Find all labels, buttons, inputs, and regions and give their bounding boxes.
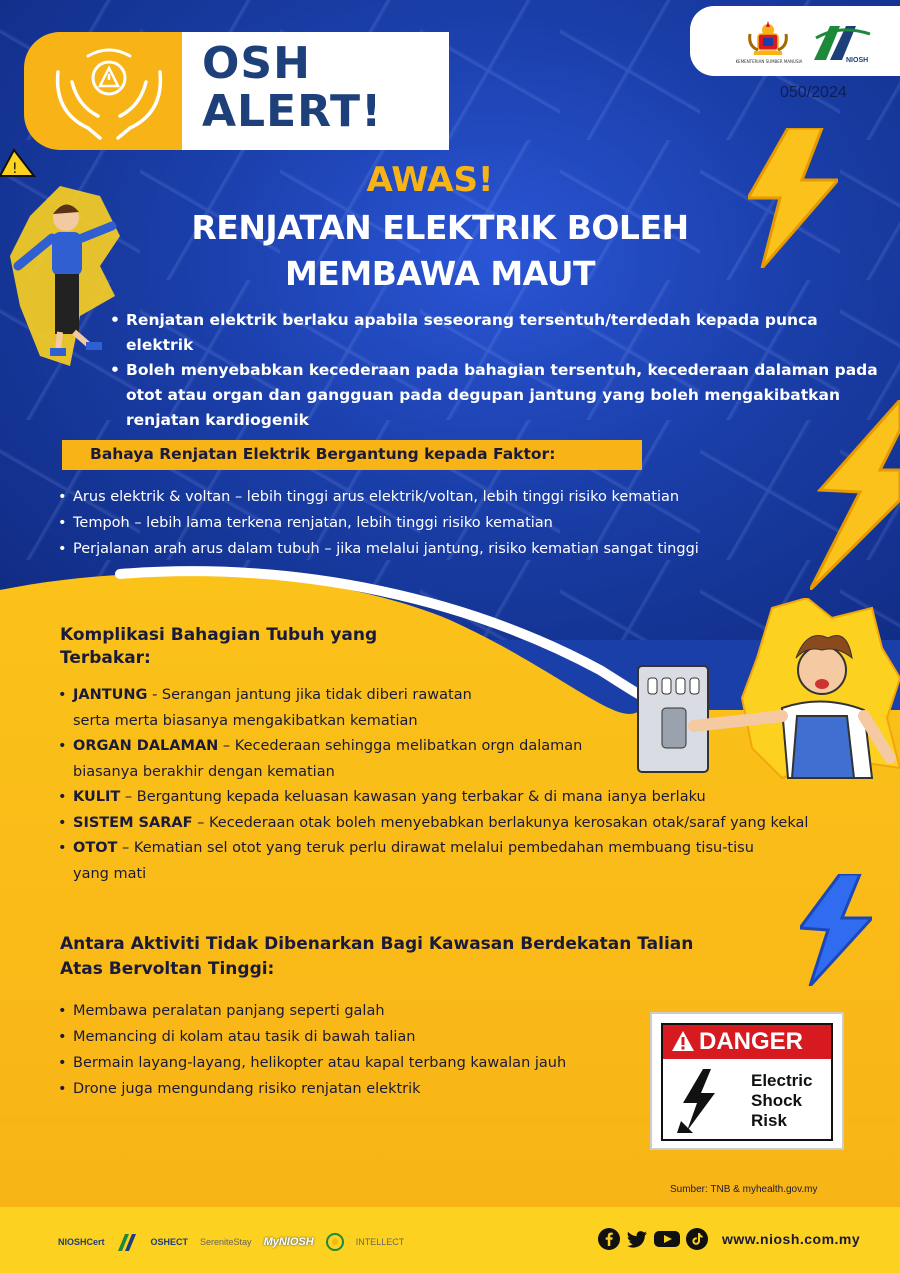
logo-panel: [690, 6, 900, 76]
tiktok-icon[interactable]: [686, 1228, 708, 1250]
osh-alert-title: [202, 40, 382, 136]
partner-logo-intellect: INTELLECT: [355, 1237, 405, 1247]
crest-caption: KEMENTERIAN SUMBER MANUSIA: [735, 59, 803, 64]
activities-title-line1: Antara Aktiviti Tidak Dibenarkan Bagi Kawasan Berdekatan Talian: [60, 934, 694, 954]
source-credit: Sumber: TNB & myhealth.gov.my: [670, 1184, 818, 1195]
list-item: • Memancing di kolam atau tasik di bawah talian: [58, 1024, 658, 1050]
danger-sign-frame: [661, 1023, 833, 1141]
list-item: [58, 836, 858, 887]
complication-term: OTOT: [73, 840, 118, 856]
activities-title-line2: Atas Bervoltan Tinggi:: [60, 959, 275, 979]
list-item: • Membawa peralatan panjang seperti galah: [58, 998, 658, 1024]
website-link[interactable]: www.niosh.com.my: [722, 1231, 861, 1247]
reference-number: 050/2024: [780, 84, 847, 101]
complication-desc: – Kematian sel otot yang teruk perlu dirawat melalui pembedahan membuang tisu-tisu: [117, 840, 754, 856]
warning-heading: AWAS!: [366, 160, 494, 200]
list-item: • Tempoh – lebih lama terkena renjatan, lebih tinggi risiko kematian: [58, 510, 858, 536]
partner-logo-myniosh: MyNIOSH: [263, 1236, 314, 1248]
list-item: • Boleh menyebabkan kecederaan pada bahagian tersentuh, kecederaan dalaman pada otot atau organ dan gangguan pada degupan jantung yang boleh mengakibatkan renjatan kardiogenik: [110, 358, 890, 433]
activities-list: [58, 998, 658, 1102]
main-heading: [150, 205, 730, 297]
niosh-logo-text: NIOSH: [846, 57, 869, 64]
complication-term: SISTEM SARAF: [73, 814, 193, 831]
complication-term: KULIT: [73, 789, 121, 805]
complications-title: [60, 624, 420, 670]
list-item: • Bermain layang-layang, helikopter atau kapal terbang kawalan jauh: [58, 1050, 658, 1076]
osh-alert-line2: ALERT!: [202, 86, 383, 137]
list-item: • Arus elektrik & voltan – lebih tinggi arus elektrik/voltan, lebih tinggi risiko kematian: [58, 484, 858, 510]
twitter-icon[interactable]: [626, 1228, 648, 1250]
complication-term: JANTUNG: [73, 687, 148, 703]
complication-desc: – Kecederaan sehingga melibatkan orgn dalaman: [218, 738, 583, 754]
complication-desc-cont: yang mati: [73, 865, 147, 882]
complication-desc-cont: serta merta biasanya mengakibatkan kematian: [73, 712, 418, 729]
niosh-logo: [810, 20, 874, 64]
circle-emblem-icon: [326, 1233, 344, 1251]
factor-title: Bahaya Renjatan Elektrik Bergantung kepada Faktor:: [90, 445, 556, 463]
danger-line3: Risk: [751, 1111, 787, 1130]
complications-list: [58, 683, 858, 887]
partner-logo-nioshcert: NIOSHCert: [58, 1237, 105, 1247]
complication-desc: - Serangan jantung jika tidak diberi rawatan: [147, 687, 472, 703]
list-item: • Renjatan elektrik berlaku apabila seseorang tersentuh/terdedah kepada punca elektrik: [110, 308, 890, 358]
list-item: • Drone juga mengundang risiko renjatan elektrik: [58, 1076, 658, 1102]
list-item: [58, 785, 858, 811]
danger-sign-title: DANGER: [699, 1028, 804, 1055]
main-heading-line2: MEMBAWA MAUT: [284, 254, 596, 293]
activities-title: [60, 932, 760, 982]
danger-line2: Shock: [751, 1091, 803, 1110]
social-links: [598, 1228, 708, 1250]
danger-sign-text: [751, 1071, 831, 1131]
intro-list: [110, 308, 890, 433]
factor-list: [58, 484, 858, 562]
complication-desc: – Bergantung kepada keluasan kawasan yang terbakar & di mana ianya berlaku: [120, 789, 706, 805]
danger-line1: Electric: [751, 1071, 813, 1090]
complications-title-line2: Terbakar:: [60, 648, 151, 668]
warning-triangle-icon: [671, 1030, 695, 1052]
lightning-bolt-icon: [673, 1069, 725, 1133]
partner-logo-oshect: OSHECT: [150, 1237, 189, 1247]
complication-desc: – Kecederaan otak boleh menyebabkan berlakunya kerosakan otak/saraf yang kekal: [192, 814, 809, 831]
osh-alert-line1: OSH: [202, 38, 311, 89]
list-item: [58, 811, 858, 837]
complications-title-line1: Komplikasi Bahagian Tubuh yang: [60, 625, 378, 645]
lightning-bolt-icon: [800, 874, 872, 986]
list-item: [58, 683, 858, 734]
partner-logo-serenitestay: SereniteStay: [200, 1237, 252, 1247]
partner-logos: [58, 1228, 404, 1256]
danger-sign-header: [663, 1025, 831, 1059]
facebook-icon[interactable]: [598, 1228, 620, 1250]
danger-sign: [652, 1014, 842, 1148]
list-item: [58, 734, 858, 785]
hands-shield-icon: [48, 42, 170, 140]
government-crest-icon: [746, 20, 790, 56]
niosh-logo: [117, 1232, 139, 1252]
badge-yellow-panel: [24, 32, 194, 150]
complication-desc-cont: biasanya berakhir dengan kematian: [73, 763, 335, 780]
main-heading-line1: RENJATAN ELEKTRIK BOLEH: [191, 208, 689, 247]
list-item: • Perjalanan arah arus dalam tubuh – jika melalui jantung, risiko kematian sangat tinggi: [58, 536, 858, 562]
complication-term: ORGAN DALAMAN: [73, 738, 219, 754]
svg-text:!: !: [12, 161, 18, 177]
osh-alert-badge: [24, 32, 449, 150]
youtube-icon[interactable]: [654, 1228, 680, 1250]
